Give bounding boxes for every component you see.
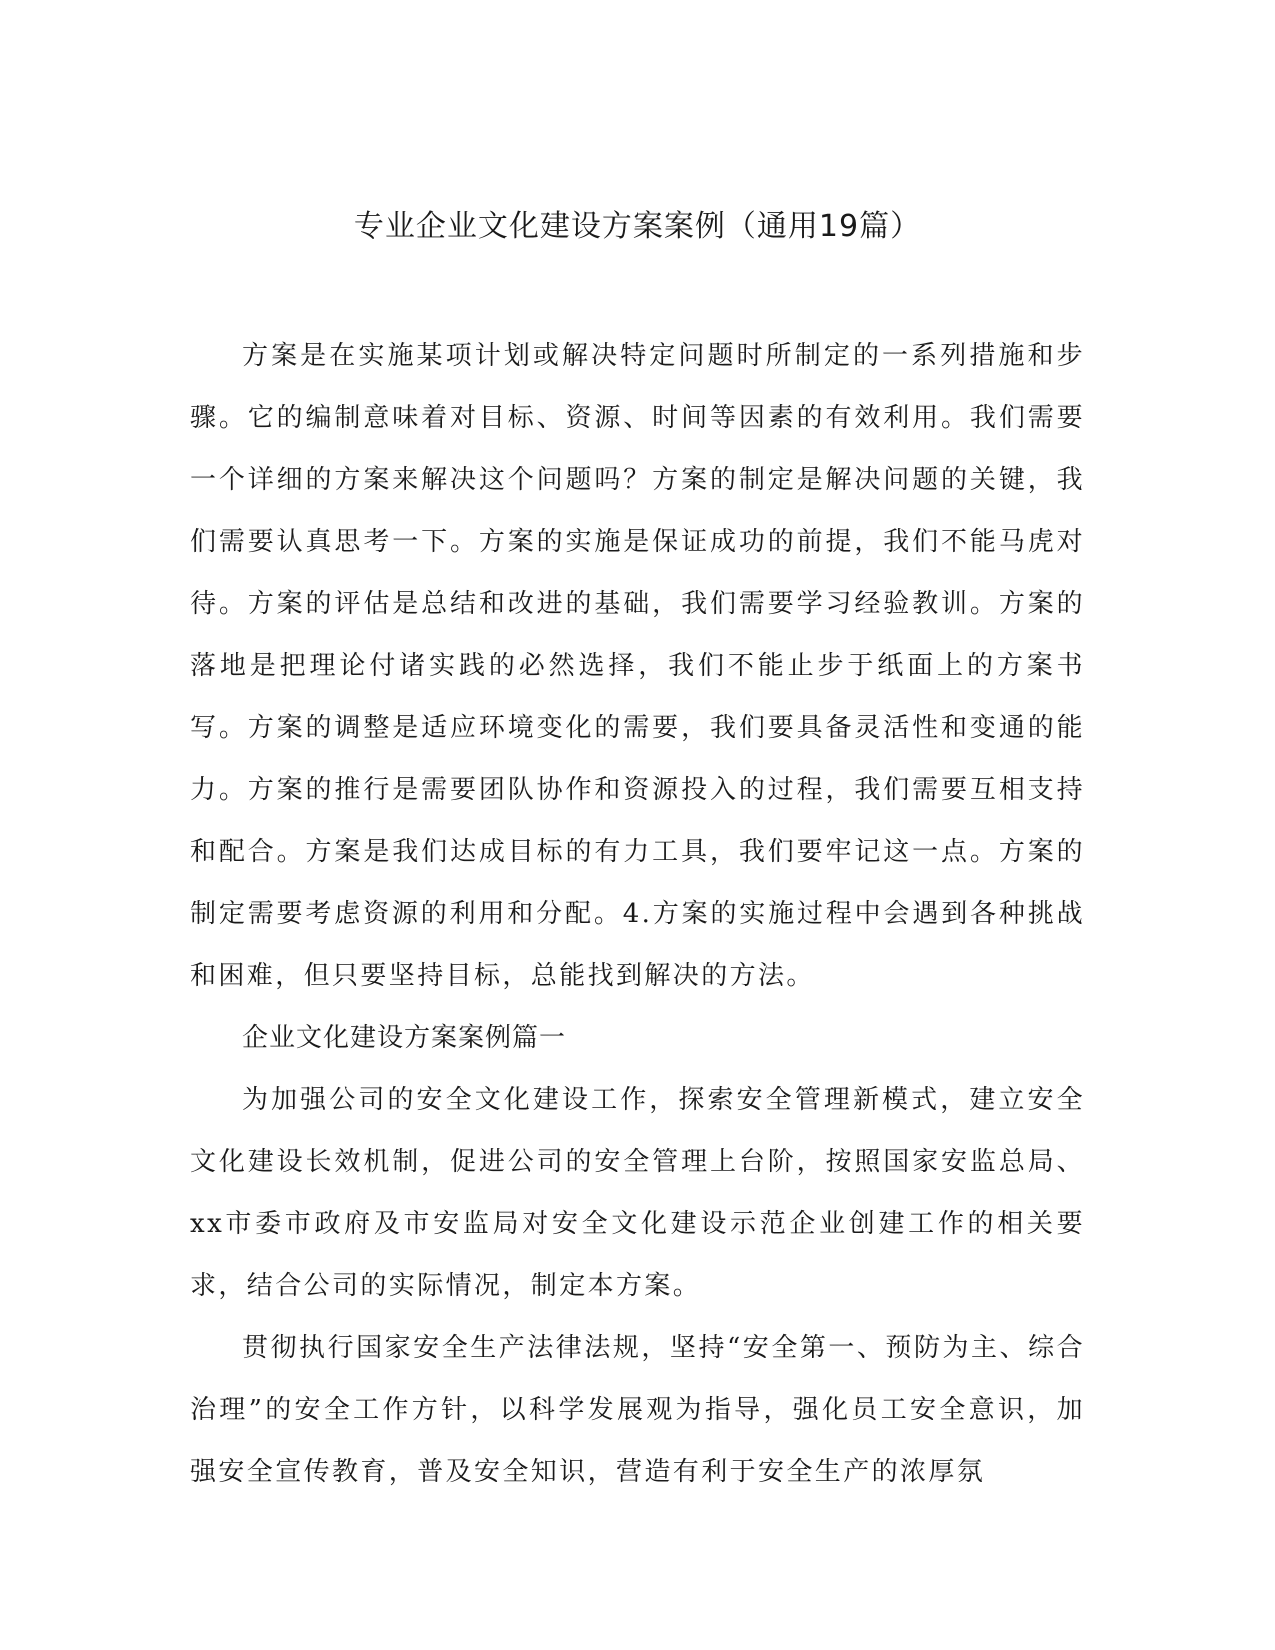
document-title: 专业企业文化建设方案案例（通用19篇） — [353, 209, 922, 244]
section-heading: 企业文化建设方案案例篇一 — [242, 1023, 567, 1053]
document-body — [190, 325, 1085, 1487]
body-paragraph: 贯彻执行国家安全生产法律法规，坚持“安全第一、预防为主、综合治理”的安全工作方针，以科学发展观为指导，强化员工安全意识，加强安全宣传教育，普及安全知识，营造有利于安全生产的浓厚氛 — [190, 1333, 1085, 1487]
intro-paragraph: 方案是在实施某项计划或解决特定问题时所制定的一系列措施和步骤。它的编制意味着对目标、资源、时间等因素的有效利用。我们需要一个详细的方案来解决这个问题吗？方案的制定是解决问题的关键，我们需要认真思考一下。方案的实施是保证成功的前提，我们不能马虎对待。方案的评估是总结和改进的基础，我们需要学习经验教训。方案的落地是把理论付诸实践的必然选择，我们不能止步于纸面上的方案书写。方案的调整是适应环境变化的需要，我们要具备灵活性和变通的能力。方案的推行是需要团队协作和资源投入的过程，我们需要互相支持和配合。方案是我们达成目标的有力工具，我们要牢记这一点。方案的制定需要考虑资源的利用和分配。4.方案的实施过程中会遇到各种挑战和困难，但只要坚持目标，总能找到解决的方法。 — [190, 341, 1085, 991]
body-paragraph: 为加强公司的安全文化建设工作，探索安全管理新模式，建立安全文化建设长效机制，促进公司的安全管理上台阶，按照国家安监总局、xx市委市政府及市安监局对安全文化建设示范企业创建工作的相关要求，结合公司的实际情况，制定本方案。 — [190, 1085, 1085, 1301]
